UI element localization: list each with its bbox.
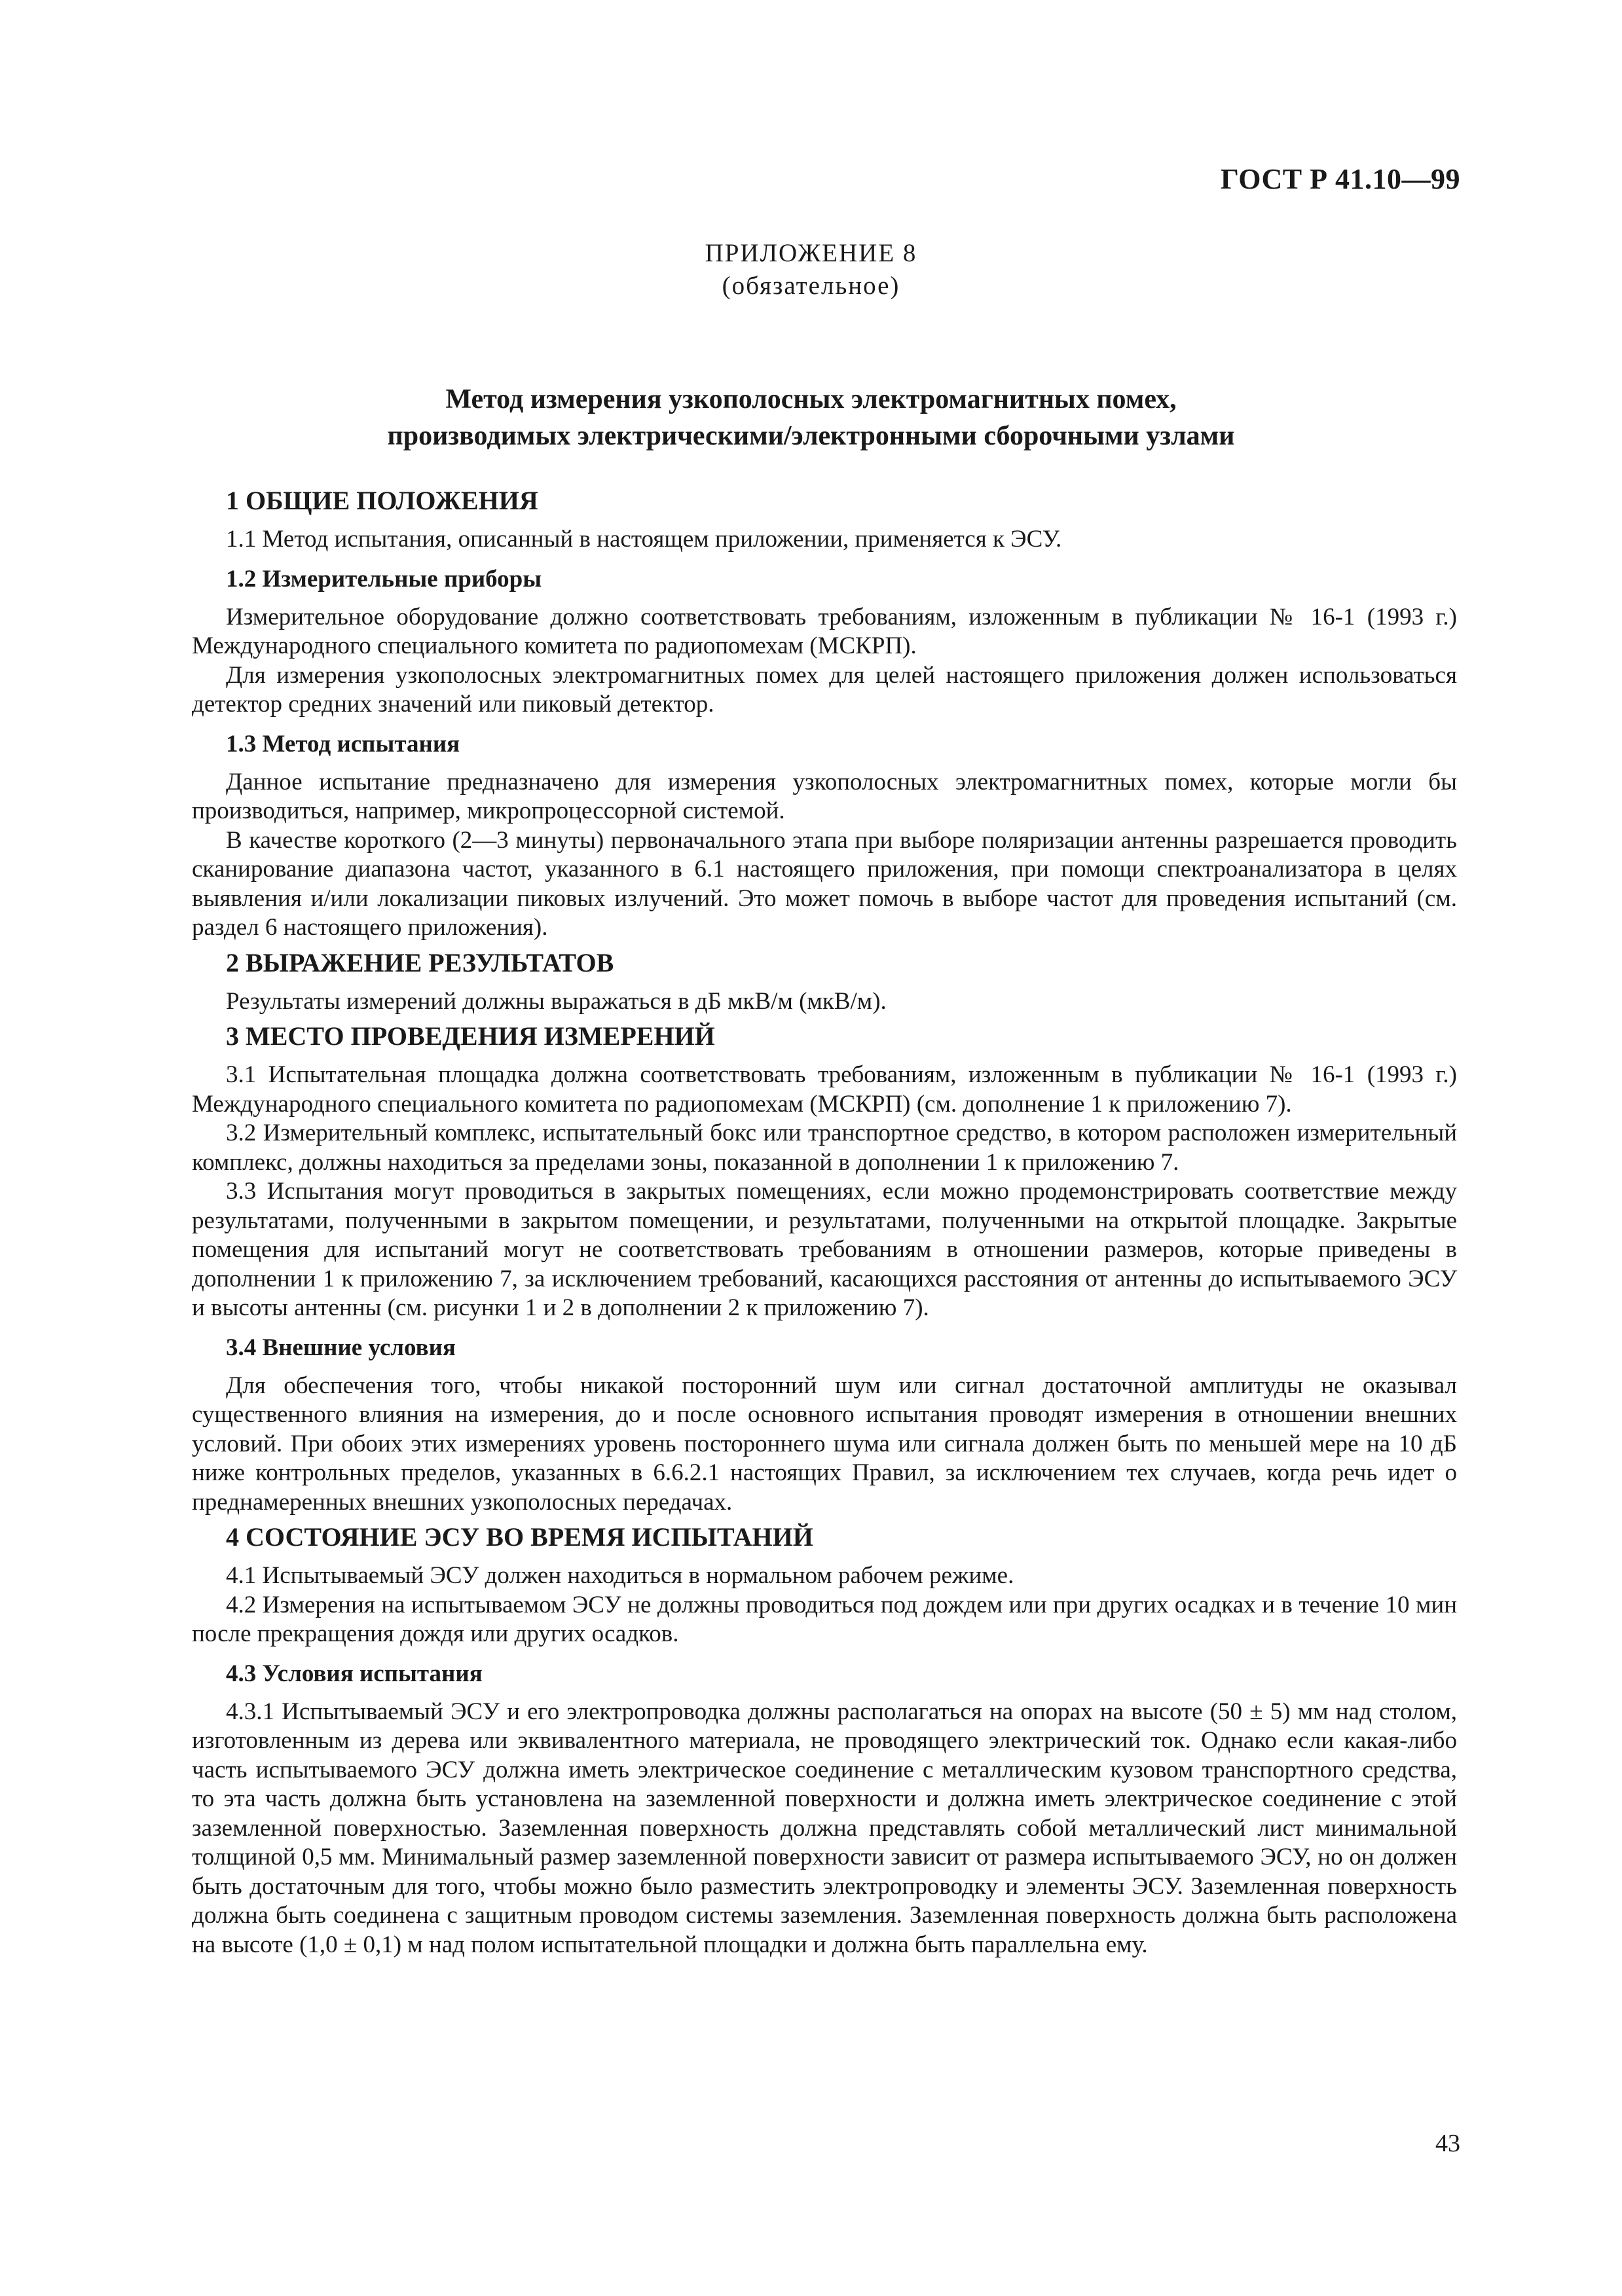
appendix-type: (обязательное) <box>722 272 900 300</box>
paragraph-1-3-a: Данное испытание предназначено для измерения узкополосных электромагнитных помех, которые могли бы производиться, например, микропроцессорной системой. <box>192 768 1457 824</box>
paragraph-4-3-1: 4.3.1 Испытываемый ЭСУ и его электропроводка должны располагаться на опорах на высоте (50 ± 5) мм над столом, изготовленным из дерева или эквивалентного материала, не проводящего электрический ток. Однако если какая-либо часть испытываемого ЭСУ должна иметь электрическое соединение с металлическим кузовом транспортного средства, то эта часть должна быть установлена на заземленной поверхности и должна иметь электрическое соединение с этой заземленной поверхностью. Заземленная поверхность должна представлять собой металлический лист минимальной толщиной 0,5 мм. Минимальный размер заземленной поверхности зависит от размера испытываемого ЭСУ, но он должен быть достаточным для того, чтобы можно было разместить электропроводку и элементы ЭСУ. Заземленная поверхность должна быть соединена с защитным проводом системы заземления. Заземленная поверхность должна быть расположена на высоте (1,0 ± 0,1) м над полом испытательной площадки и должна быть параллельна ему. <box>192 1698 1457 1958</box>
title-line-1: Метод измерения узкополосных электромагнитных помех, <box>445 384 1177 414</box>
paragraph-3-4: Для обеспечения того, чтобы никакой посторонний шум или сигнал достаточной амплитуды не оказывал существенного влияния на измерения, до и после основного испытания проводят измерения в отношении внешних условий. При обоих этих измерениях уровень постороннего шума или сигнала должен быть по меньшей мере на 10 дБ ниже контрольных пределов, указанных в 6.6.2.1 настоящих Правил, за исключением тех случаев, когда речь идет о преднамеренных внешних узкополосных передачах. <box>192 1372 1457 1516</box>
title-line-2: производимых электрическими/электронными сборочными узлами <box>387 421 1235 451</box>
paragraph-4-1: 4.1 Испытываемый ЭСУ должен находиться в нормальном рабочем режиме. <box>226 1562 1014 1589</box>
subsection-3-4-heading: 3.4 Внешние условия <box>226 1334 456 1361</box>
paragraph-1-1: 1.1 Метод испытания, описанный в настоящем приложении, применяется к ЭСУ. <box>226 526 1062 553</box>
paragraph-4-2: 4.2 Измерения на испытываемом ЭСУ не должны проводиться под дождем или при других осадках и в течение 10 мин после прекращения дождя или других осадков. <box>192 1591 1457 1647</box>
document-code: ГОСТ Р 41.10—99 <box>1220 163 1460 195</box>
document-body <box>192 484 1457 1963</box>
section-1-heading: 1 ОБЩИЕ ПОЛОЖЕНИЯ <box>226 486 538 515</box>
subsection-4-3-heading: 4.3 Условия испытания <box>226 1660 483 1687</box>
paragraph-1-2-a: Измерительное оборудование должно соответствовать требованиям, изложенным в публикации № 16-1 (1993 г.) Международного специального комитета по радиопомехам (МСКРП). <box>192 603 1457 659</box>
paragraph-3-2: 3.2 Измерительный комплекс, испытательный бокс или транспортное средство, в котором расположен измерительный комплекс, должны находиться за пределами зоны, показанной в дополнении 1 к приложению 7. <box>192 1120 1457 1176</box>
section-3-heading: 3 МЕСТО ПРОВЕДЕНИЯ ИЗМЕРЕНИЙ <box>226 1021 715 1051</box>
paragraph-2-1: Результаты измерений должны выражаться в дБ мкВ/м (мкВ/м). <box>226 987 887 1015</box>
document-title <box>0 381 1622 454</box>
subsection-1-2-heading: 1.2 Измерительные приборы <box>226 565 542 592</box>
paragraph-1-3-b: В качестве короткого (2—3 минуты) первоначального этапа при выборе поляризации антенны разрешается проводить сканирование диапазона частот, указанного в 6.1 настоящего приложения, при помощи спектроанализатора в целях выявления и/или локализации пиковых излучений. Это может помочь в выборе частот для проведения испытаний (см. раздел 6 настоящего приложения). <box>192 826 1457 941</box>
page-number: 43 <box>1435 2130 1460 2157</box>
paragraph-3-3: 3.3 Испытания могут проводиться в закрытых помещениях, если можно продемонстрировать соответствие между результатами, полученными в закрытом помещении, и результатами, полученными на открытой площадке. Закрытые помещения для испытаний могут не соответствовать требованиям в отношении размеров, которые приведены в дополнении 1 к приложению 7, за исключением требований, касающихся расстояния от антенны до испытываемого ЭСУ и высоты антенны (см. рисунки 1 и 2 в дополнении 2 к приложению 7). <box>192 1178 1457 1321</box>
section-2-heading: 2 ВЫРАЖЕНИЕ РЕЗУЛЬТАТОВ <box>226 947 614 977</box>
subsection-1-3-heading: 1.3 Метод испытания <box>226 730 460 757</box>
appendix-heading <box>0 237 1622 302</box>
paragraph-3-1: 3.1 Испытательная площадка должна соответствовать требованиям, изложенным в публикации № 16-1 (1993 г.) Международного специального комитета по радиопомехам (МСКРП) (см. дополнение 1 к приложению 7). <box>192 1061 1457 1118</box>
appendix-label: ПРИЛОЖЕНИЕ 8 <box>705 239 917 267</box>
section-4-heading: 4 СОСТОЯНИЕ ЭСУ ВО ВРЕМЯ ИСПЫТАНИЙ <box>226 1522 813 1552</box>
paragraph-1-2-b: Для измерения узкополосных электромагнитных помех для целей настоящего приложения должен использоваться детектор средних значений или пиковый детектор. <box>192 661 1457 718</box>
